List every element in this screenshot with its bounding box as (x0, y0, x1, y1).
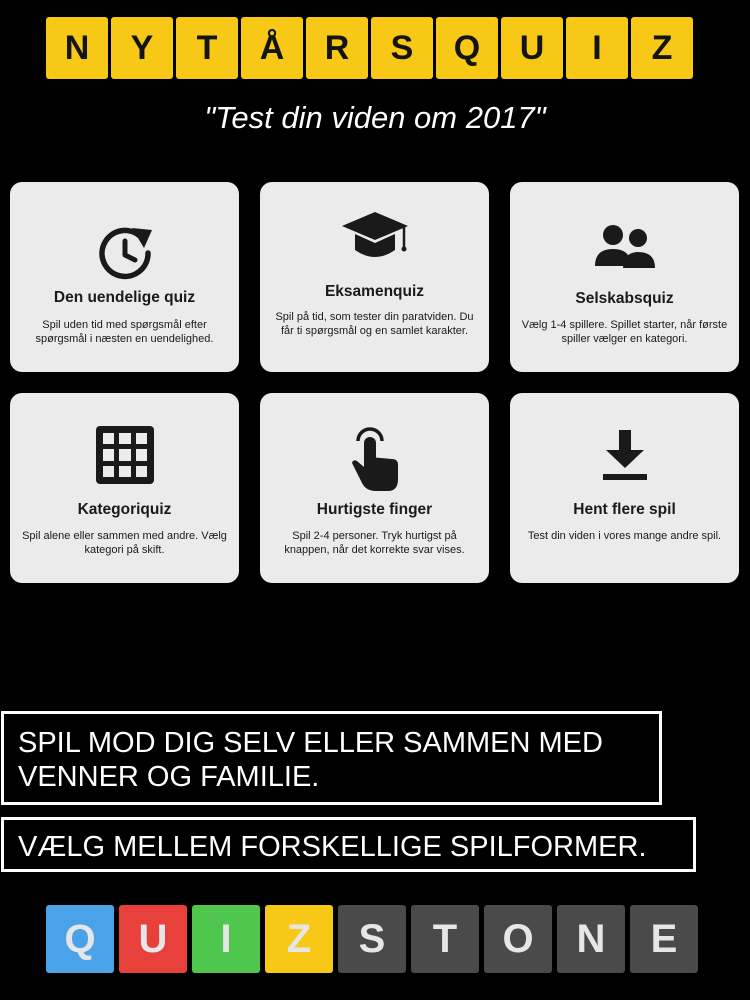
mode-title: Den uendelige quiz (53, 289, 196, 306)
title-letter: R (306, 17, 368, 79)
mode-card-party[interactable] (510, 182, 739, 372)
mode-card-exam[interactable] (260, 182, 489, 372)
subtitle: "Test din viden om 2017" (204, 100, 546, 135)
title-letter: N (46, 17, 108, 79)
download-icon (510, 428, 739, 482)
brand-letter: O (484, 905, 552, 973)
brand-letter: I (192, 905, 260, 973)
title-tiles (46, 17, 693, 79)
banner-line: SPIL MOD DIG SELV ELLER SAMMEN MED (18, 727, 603, 759)
mode-title: Eksamenquiz (324, 283, 425, 300)
mode-title: Selskabsquiz (575, 290, 674, 307)
title-letter: S (371, 17, 433, 79)
brand-logo-quizstone (46, 905, 698, 973)
brand-letter: T (411, 905, 479, 973)
graduation-cap-icon (260, 208, 489, 266)
mode-card-category[interactable] (10, 393, 239, 583)
promo-banner-game-modes (1, 817, 696, 872)
people-icon (510, 222, 739, 272)
mode-description: Spil på tid, som tester din paratviden. Du får ti spørgsmål og en samlet karakter. (275, 311, 474, 337)
brand-letter: Q (46, 905, 114, 973)
mode-description: Vælg 1-4 spillere. Spillet starter, når første spiller vælger en kategori. (521, 319, 728, 345)
title-letter: I (566, 17, 628, 79)
brand-letter: S (338, 905, 406, 973)
clock-refresh-icon (10, 222, 239, 284)
brand-letter: Z (265, 905, 333, 973)
grid-icon (10, 424, 239, 486)
mode-description: Test din viden i vores mange andre spil. (527, 530, 722, 542)
mode-card-endless[interactable] (10, 182, 239, 372)
banner-line: VÆLG MELLEM FORSKELLIGE SPILFORMER. (18, 831, 647, 863)
pointing-finger-icon (260, 427, 489, 493)
mode-title: Hent flere spil (573, 501, 676, 518)
brand-letter: E (630, 905, 698, 973)
mode-description: Spil alene eller sammen med andre. Vælg kategori på skift. (22, 530, 227, 556)
mode-title: Kategoriquiz (77, 501, 172, 518)
title-letter: U (501, 17, 563, 79)
brand-letter: U (119, 905, 187, 973)
mode-description: Spil uden tid med spørgsmål efter spørgsmål i næsten en uendelighed. (35, 319, 214, 345)
title-letter: Z (631, 17, 693, 79)
title-letter: T (176, 17, 238, 79)
title-letter: Å (241, 17, 303, 79)
brand-letter: N (557, 905, 625, 973)
title-letter: Y (111, 17, 173, 79)
mode-title: Hurtigste finger (316, 501, 433, 518)
mode-description: Spil 2-4 personer. Tryk hurtigst på knappen, når det korrekte svar vises. (284, 530, 465, 556)
mode-card-fastest-finger[interactable] (260, 393, 489, 583)
banner-line: VENNER OG FAMILIE. (18, 761, 320, 793)
promo-banner-play-together (1, 711, 662, 805)
mode-card-download[interactable] (510, 393, 739, 583)
title-letter: Q (436, 17, 498, 79)
